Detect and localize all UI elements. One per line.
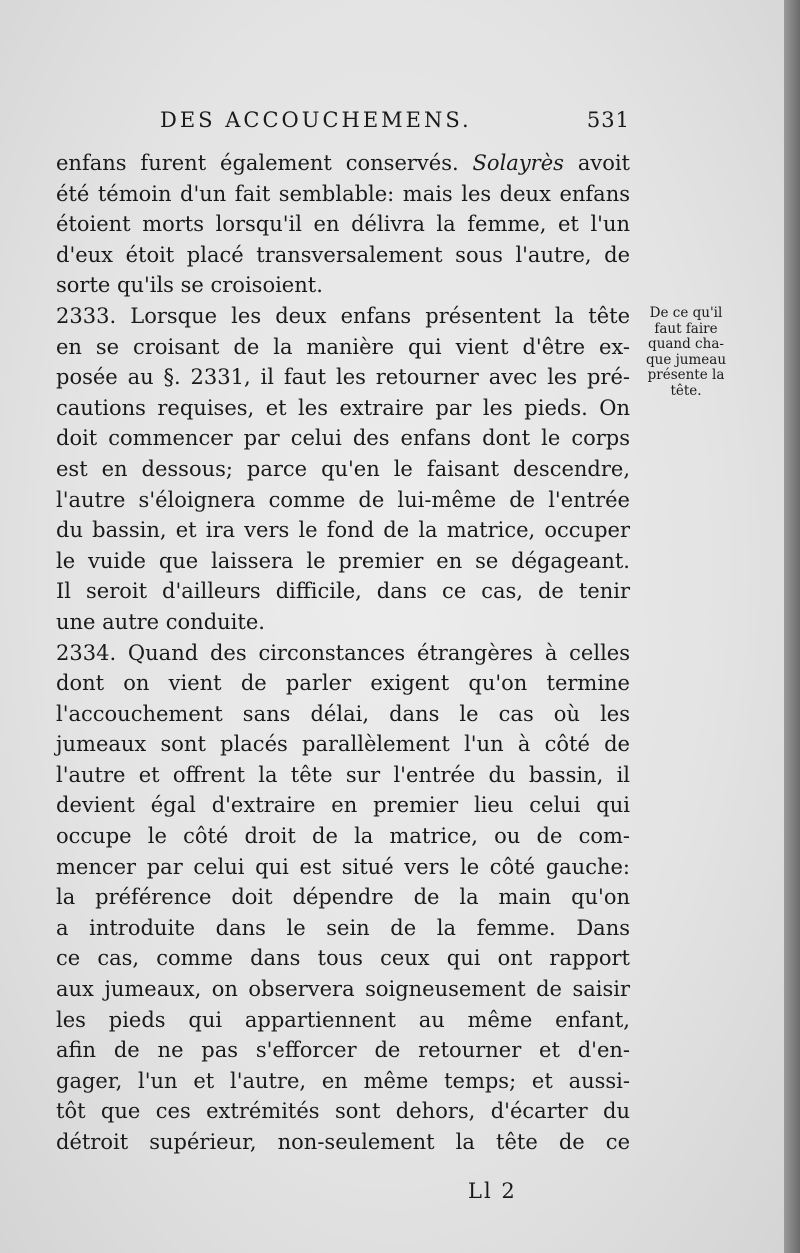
line-text: détroit supérieur, non-seulement la tête de ce [56, 1130, 630, 1154]
line-text: une autre conduite. [56, 609, 265, 634]
text-line [56, 209, 630, 240]
line-text: été témoin d'un fait semblable: mais les deux enfans [56, 181, 630, 206]
text-line [56, 913, 630, 944]
margin-note-line: présente la [647, 367, 725, 383]
line-text: mencer par celui qui est situé vers le côté gauche: [56, 854, 630, 879]
text-line [56, 546, 630, 577]
line-text: gager, l'un et l'autre, en même temps; et aussi- [56, 1068, 630, 1093]
text-line [56, 576, 630, 607]
text-line [56, 882, 630, 913]
line-text: en se croisant de la manière qui vient d'être ex- [56, 334, 630, 359]
text-line [56, 821, 630, 852]
line-text: doit commencer par celui des enfans dont le corps [56, 426, 630, 451]
text-line [56, 729, 630, 760]
text-line [56, 1035, 630, 1066]
text-line [56, 301, 630, 332]
line-text: jumeaux sont placés parallèlement l'un à côté de [56, 732, 630, 757]
text-line [56, 454, 630, 485]
line-text: l'autre et offrent la tête sur l'entrée du bassin, il [56, 762, 630, 787]
text-line [56, 332, 630, 363]
margin-note-line: De ce qu'il [649, 305, 723, 321]
text-line [56, 607, 630, 638]
text-line [56, 668, 630, 699]
margin-note-line: que jumeau [645, 351, 727, 368]
line-text: le vuide que laissera le premier en se dégageant. [56, 548, 630, 573]
text-line [56, 270, 630, 301]
page-edge-shadow [784, 0, 800, 1253]
line-text: les pieds qui appartiennent au même enfant, [56, 1007, 630, 1032]
signature-mark: Ll 2 [468, 1179, 517, 1203]
text-line [56, 485, 630, 516]
body-text [56, 148, 630, 1158]
line-text: occupe le côté droit de la matrice, ou de com- [56, 824, 630, 849]
text-line [56, 852, 630, 883]
page-header [160, 108, 630, 138]
line-text: est en dessous; parce qu'en le faisant descendre, [56, 456, 630, 481]
text-line [56, 943, 630, 974]
line-text: du bassin, et ira vers le fond de la matrice, occuper [56, 518, 630, 543]
line-text: étoient morts lorsqu'il en délivra la femme, et l'un [56, 212, 630, 237]
text-line [56, 974, 630, 1005]
line-text: afin de ne pas s'efforcer de retourner et d'en- [56, 1038, 630, 1063]
italic-name: Solayrès [472, 151, 564, 175]
text-line [56, 790, 630, 821]
text-line [56, 699, 630, 730]
margin-note-line: quand cha- [648, 336, 724, 352]
text-line [56, 1127, 630, 1158]
line-text: Il seroit d'ailleurs difficile, dans ce cas, de tenir [56, 579, 630, 604]
running-head: DES ACCOUCHEMENS. [160, 108, 472, 132]
line-text: sorte qu'ils se croisoient. [56, 273, 323, 298]
page-number: 531 [586, 108, 630, 132]
line-text: 2333. Lorsque les deux enfans présentent la tête [56, 303, 630, 328]
line-text: a introduite dans le sein de la femme. Dans [56, 915, 630, 940]
line-text: posée au §. 2331, il faut les retourner avec les pré- [56, 365, 630, 390]
text-line [56, 638, 630, 669]
line-text: ce cas, comme dans tous ceux qui ont rapport [56, 946, 630, 971]
text-line [56, 393, 630, 424]
text-line [56, 760, 630, 791]
line-text: cautions requises, et les extraire par les pieds. On [56, 395, 630, 420]
line-text: la préférence doit dépendre de la main qu'on [56, 885, 630, 910]
text-line [56, 1005, 630, 1036]
line-text: l'autre s'éloignera comme de lui-même de l'entrée [56, 487, 630, 512]
text-line [56, 240, 630, 271]
margin-note-line: faut faire [654, 320, 718, 337]
margin-note [636, 306, 736, 399]
line-text-after: avoit [577, 151, 630, 175]
text-line [56, 362, 630, 393]
text-line [56, 148, 630, 179]
line-text: enfans furent également conservés. [56, 151, 459, 175]
text-line [56, 423, 630, 454]
line-text: tôt que ces extrémités sont dehors, d'écarter du [56, 1099, 630, 1124]
text-line [56, 1096, 630, 1127]
line-text: 2334. Quand des circonstances étrangères à celles [56, 640, 630, 665]
text-line [56, 1066, 630, 1097]
margin-note-line: tête. [670, 382, 702, 399]
line-text: dont on vient de parler exigent qu'on termine [56, 671, 630, 696]
line-text: l'accouchement sans délai, dans le cas où les [56, 701, 630, 726]
line-text: d'eux étoit placé transversalement sous l'autre, de [56, 242, 630, 267]
line-text: devient égal d'extraire en premier lieu celui qui [56, 793, 630, 818]
text-line [56, 179, 630, 210]
text-line [56, 515, 630, 546]
line-text: aux jumeaux, on observera soigneusement de saisir [56, 977, 630, 1002]
